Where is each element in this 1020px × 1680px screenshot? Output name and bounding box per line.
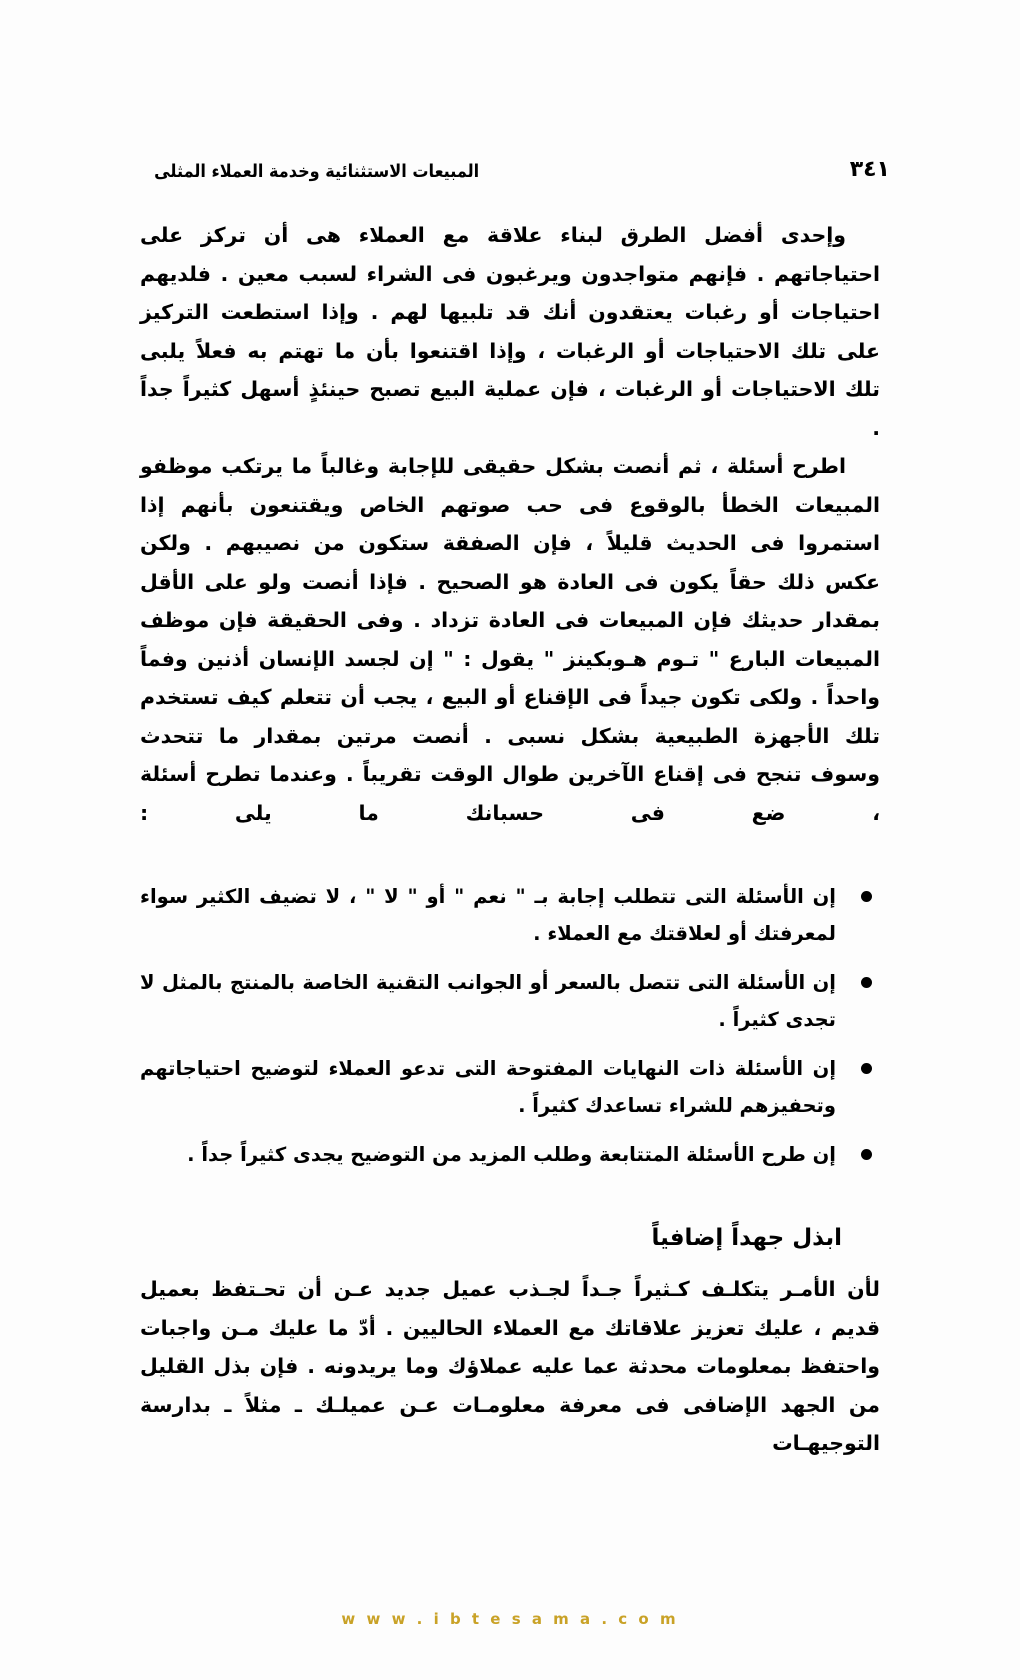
list-item-text: إن طرح الأسئلة المتتابعة وطلب المزيد من التوضيح يجدى كثيراً جداً . [187, 1143, 836, 1166]
running-head-title: المبيعات الاستثنائية وخدمة العملاء المثلى [154, 162, 480, 182]
section-heading: ابذل جهداً إضافياً [651, 1225, 842, 1251]
list-item-text: إن الأسئلة ذات النهايات المفتوحة التى تدعو العملاء لتوضيح احتياجاتهم وتحفيزهم للشراء تساعدك كثيراً . [140, 1057, 836, 1117]
paragraph-2: اطرح أسئلة ، ثم أنصت بشكل حقيقى للإجابة وغالباً ما يرتكب موظفو المبيعات الخطأ بالوقوع فى حب صوتهم الخاص ويقتنعون بأنهم إذا استمروا فى الحديث قليلاً ، فإن الصفقة ستكون من نصيبهم . ولكن عكس ذلك حقاً يكون فى العادة هو الصحيح . فإذا أنصت ولو على الأقل بمقدار حديثك فإن المبيعات فى العادة تزداد . وفى الحقيقة فإن موظف المبيعات البارع " تـوم هـوبكينز " يقول : " إن لجسد الإنسان أذنين وفماً واحداً . ولكى تكون جيداً فى الإقناع أو البيع ، يجب أن تتعلم كيف تستخدم تلك الأجهزة الطبيعية بشكل نسبى . أنصت مرتين بمقدار ما تتحدث وسوف تنجح فى إقناع الآخرين طوال الوقت تقريباً . وعندما تطرح أسئلة ، ضع فى حسبانك ما يلى : [140, 454, 880, 825]
list-item [140, 878, 880, 952]
list-item-text: إن الأسئلة التى تتطلب إجابة بـ " نعم " أو " لا " ، لا تضيف الكثير سواء لمعرفتك أو لعلاقتك مع العملاء . [140, 885, 836, 945]
footer-watermark: w w w . i b t e s a m a . c o m [341, 1610, 679, 1628]
list-item-text: إن الأسئلة التى تتصل بالسعر أو الجوانب التقنية الخاصة بالمنتج بالمثل لا تجدى كثيراً . [140, 971, 836, 1031]
paragraph-1: وإحدى أفضل الطرق لبناء علاقة مع العملاء هى أن تركز على احتياجاتهم . فإنهم متواجدون ويرغبون فى الشراء لسبب معين . فلديهم احتياجات أو رغبات يعتقدون أنك قد تلبيها لهم . وإذا استطعت التركيز على تلك الاحتياجات أو الرغبات ، وإذا اقتنعوا بأن ما تهتم به فعلاً يلبى تلك الاحتياجات أو الرغبات ، فإن عملية البيع تصبح حينئذٍ أسهل كثيراً جداً . [140, 223, 880, 440]
bullet-dot-icon [861, 891, 872, 902]
bullet-dot-icon [861, 1063, 872, 1074]
list-item [140, 964, 880, 1038]
list-item [140, 1136, 880, 1173]
list-item [140, 1050, 880, 1124]
running-head [140, 148, 890, 182]
page-content [140, 216, 880, 1463]
bullet-list [140, 878, 880, 1173]
bullet-dot-icon [861, 977, 872, 988]
bullet-dot-icon [861, 1149, 872, 1160]
section-paragraph: لأن الأمـر يتكلـف كـثيراً جـداً لجـذب عميل جديد عـن أن تحـتفظ بعميل قديم ، عليك تعزيز علاقاتك مع العملاء الحاليين . أدّ ما عليك مـن واجبات واحتفظ بمعلومات محدثة عما عليه عملاؤك وما يريدونه . فإن بذل القليل من الجهد الإضافى فى معرفة معلومـات عـن عميلـك ـ مثلاً ـ بدارسة التوجيهـات [140, 1277, 880, 1456]
page-number: ٣٤١ [849, 157, 890, 182]
